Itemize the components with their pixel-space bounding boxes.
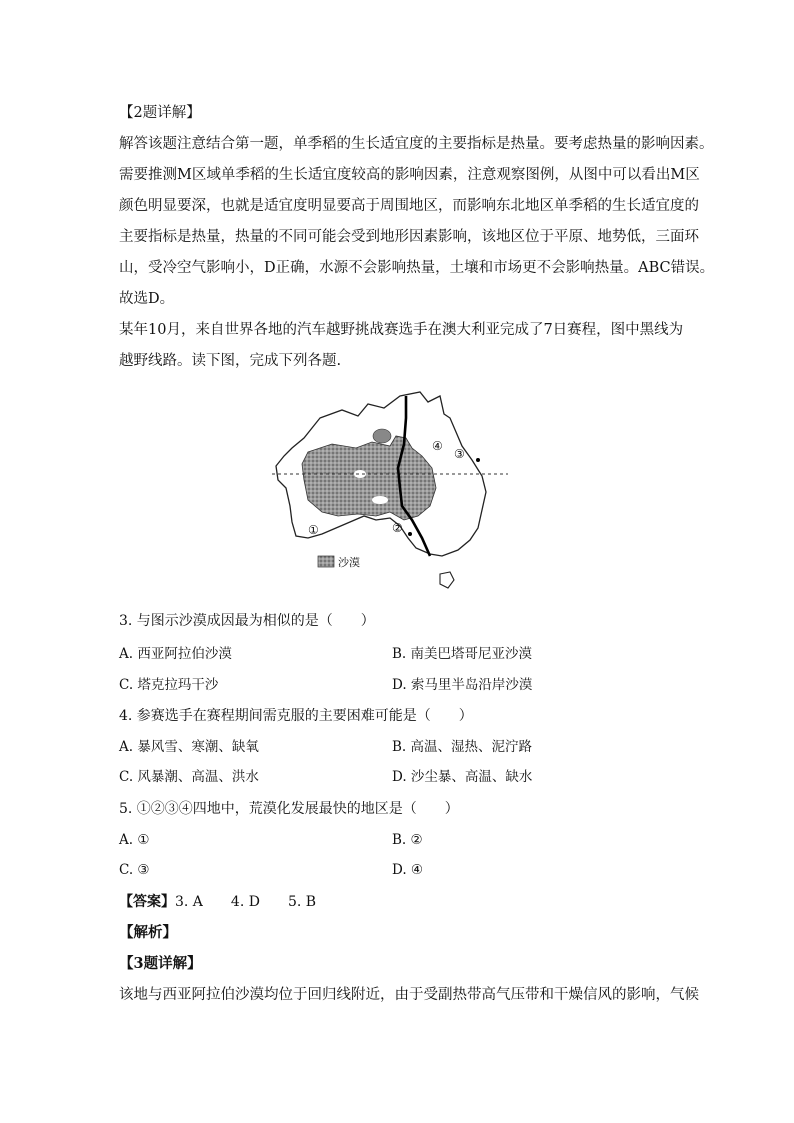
marker-4: ④ [432, 439, 443, 453]
paragraph-line: 主要指标是热量，热量的不同可能会受到地形因素影响，该地区位于平原、地势低，三面环 [119, 229, 699, 245]
question-3-option-c[interactable]: C. 塔克拉玛干沙 [119, 677, 219, 693]
legend-label: 沙漠 [338, 556, 360, 569]
paragraph-line: 山，受冷空气影响小，D正确，水源不会影响热量，土壤和市场更不会影响热量。ABC错误。 [119, 260, 715, 276]
answer-line [119, 892, 316, 912]
section-heading-2: 【2题详解】 [119, 105, 201, 121]
question-4-option-b[interactable]: B. 高温、湿热、泥泞路 [392, 739, 533, 755]
paragraph-line: 颜色明显要深，也就是适宜度明显要高于周围地区，而影响东北地区单季稻的生长适宜度的 [119, 198, 699, 214]
question-4-option-d[interactable]: D. 沙尘暴、高温、缺水 [392, 769, 533, 785]
question-3-stem: 3. 与图示沙漠成因最为相似的是（ ） [119, 613, 375, 629]
marker-1: ① [308, 523, 319, 537]
legend-swatch [318, 556, 334, 567]
question-5-option-a[interactable]: A. ① [119, 832, 150, 848]
paragraph-line: 解答该题注意结合第一题，单季稻的生长适宜度的主要指标是热量。要考虑热量的影响因素。 [119, 136, 714, 152]
question-5-stem: 5. ①②③④四地中，荒漠化发展最快的地区是（ ） [119, 801, 459, 817]
paragraph-line: 需要推测M区域单季稻的生长适宜度较高的影响因素，注意观察图例，从图中可以看出M区 [119, 167, 700, 183]
question-5-option-b[interactable]: B. ② [392, 832, 423, 848]
paragraph-line: 故选D。 [119, 291, 175, 307]
question-5-option-d[interactable]: D. ④ [392, 862, 424, 878]
paragraph-line: 该地与西亚阿拉伯沙漠均位于回归线附近，由于受副热带高气压带和干燥信风的影响，气候 [119, 987, 699, 1003]
lake [372, 496, 388, 504]
answer-label: 【答案】 [119, 894, 175, 910]
answer-text: 3. A 4. D 5. B [175, 894, 317, 910]
tasmania [440, 572, 454, 588]
question-4-stem: 4. 参赛选手在赛程期间需克服的主要困难可能是（ ） [119, 708, 473, 724]
marker-3: ③ [454, 447, 465, 461]
question-3-option-b[interactable]: B. 南美巴塔哥尼亚沙漠 [392, 646, 533, 662]
intro-line: 某年10月，来自世界各地的汽车越野挑战赛选手在澳大利亚完成了7日赛程，图中黑线为 [119, 322, 684, 338]
question-4-option-a[interactable]: A. 暴风雪、寒潮、缺氧 [119, 739, 259, 755]
question-3-option-d[interactable]: D. 索马里半岛沿岸沙漠 [392, 677, 533, 693]
section-heading-3: 【3题详解】 [119, 955, 202, 972]
question-5-option-c[interactable]: C. ③ [119, 862, 150, 878]
question-4-option-c[interactable]: C. 风暴潮、高温、洪水 [119, 769, 259, 785]
analysis-heading: 【解析】 [119, 924, 177, 941]
question-3-option-a[interactable]: A. 西亚阿拉伯沙漠 [119, 646, 232, 662]
intro-line: 越野线路。读下图，完成下列各题. [119, 353, 342, 369]
lake [373, 429, 391, 443]
australia-map-figure [272, 388, 508, 596]
marker-2: ② [392, 521, 403, 535]
